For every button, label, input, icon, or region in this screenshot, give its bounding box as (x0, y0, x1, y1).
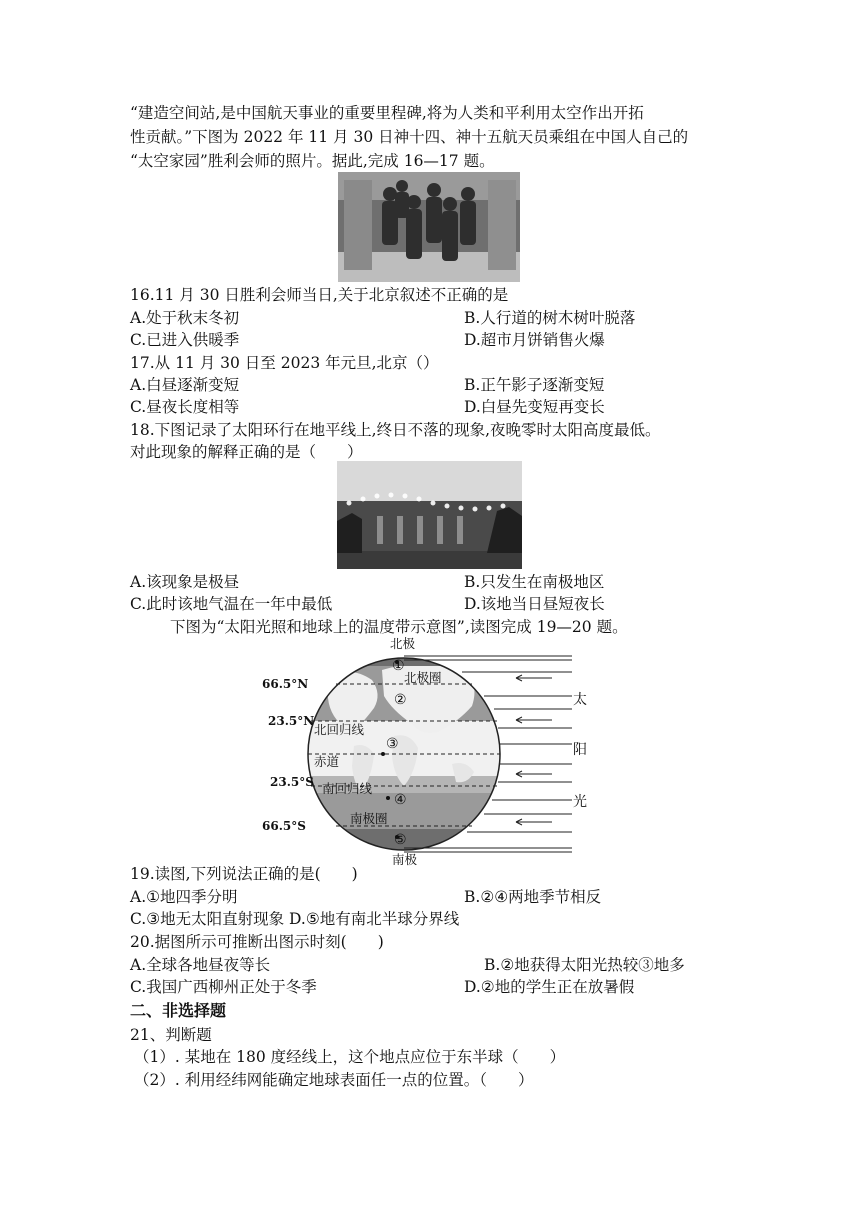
label-south-pole: 南极 (392, 852, 418, 866)
label-tropic-cancer: 北回归线 (314, 722, 365, 737)
q17-option-d: D.白昼先变短再变长 (464, 398, 605, 416)
midnight-sun-photo (337, 461, 522, 569)
label-sun-3: 光 (573, 794, 587, 810)
label-equator: 赤道 (314, 754, 340, 769)
q20-option-c: C.我国广西柳州正处于冬季 (130, 978, 317, 996)
label-sun-2: 阳 (573, 742, 587, 758)
q20-option-a: A.全球各地昼夜等长 (130, 956, 271, 974)
astronauts-photo (338, 172, 520, 282)
intro-line-1: “建造空间站,是中国航天事业的重要里程碑,将为人类和平利用太空作出开拓 (130, 104, 644, 122)
q16-option-a: A.处于秋末冬初 (130, 309, 240, 327)
label-sun-1: 太 (573, 692, 587, 708)
label-tropic-capricorn: 南回归线 (322, 781, 373, 796)
sunlight-temperature-diagram (262, 636, 602, 866)
q18-stem-line-2: 对此现象的解释正确的是（ ） (130, 443, 363, 461)
q19-stem: 19.读图,下列说法正确的是( ) (130, 865, 358, 883)
q16-option-b: B.人行道的树木树叶脱落 (464, 309, 636, 327)
q18-option-a: A.该现象是极昼 (130, 573, 240, 591)
marker-4: ④ (394, 792, 407, 808)
diagram-intro: 下图为“太阳光照和地球上的温度带示意图”,读图完成 19—20 题。 (170, 618, 628, 636)
marker-3: ③ (386, 736, 399, 752)
q21-stem: 21、判断题 (130, 1026, 212, 1044)
q20-stem: 20.据图所示可推断出图示时刻( ) (130, 933, 384, 951)
q17-option-a: A.白昼逐渐变短 (130, 376, 240, 394)
label-235s: 23.5°S (270, 775, 314, 789)
q21-statement-1: （1）. 某地在 180 度经线上，这个地点应位于东半球（ ） (134, 1048, 566, 1066)
label-235n: 23.5°N (268, 714, 315, 728)
q19-option-a: A.①地四季分明 (130, 888, 238, 906)
q18-option-d: D.该地当日昼短夜长 (464, 595, 605, 613)
q19-option-cd: C.③地无太阳直射现象 D.⑤地有南北半球分界线 (130, 910, 460, 928)
intro-line-2: 性贡献。”下图为 2022 年 11 月 30 日神十四、神十五航天员乘组在中国人自己的 (130, 128, 689, 146)
label-665n: 66.5°N (262, 677, 309, 691)
label-arctic-circle: 北极圈 (404, 670, 442, 685)
label-antarctic-circle: 南极圈 (350, 811, 388, 826)
marker-1: ① (392, 658, 405, 674)
q20-option-b: B.②地获得太阳光热较③地多 (484, 956, 685, 974)
q18-option-c: C.此时该地气温在一年中最低 (130, 595, 333, 613)
intro-line-3: “太空家园”胜利会师的照片。据此,完成 16—17 题。 (130, 152, 495, 170)
q18-stem-line-1: 18.下图记录了太阳环行在地平线上,终日不落的现象,夜晚零时太阳高度最低。 (130, 421, 661, 439)
q20-option-d: D.②地的学生正在放暑假 (464, 978, 635, 996)
q18-option-b: B.只发生在南极地区 (464, 573, 605, 591)
q17-option-b: B.正午影子逐渐变短 (464, 376, 605, 394)
q16-stem: 16.11 月 30 日胜利会师当日,关于北京叙述不正确的是 (130, 286, 509, 304)
q19-option-b: B.②④两地季节相反 (464, 888, 602, 906)
q21-statement-2: （2）. 利用经纬网能确定地球表面任一点的位置。（ ） (134, 1071, 534, 1089)
label-665s: 66.5°S (262, 819, 306, 833)
q16-option-d: D.超市月饼销售火爆 (464, 331, 605, 349)
marker-5: ⑤ (394, 832, 407, 848)
q17-option-c: C.昼夜长度相等 (130, 398, 240, 416)
label-north-pole: 北极 (390, 636, 416, 651)
q16-option-c: C.已进入供暖季 (130, 331, 240, 349)
marker-2: ② (394, 692, 407, 708)
section-2-heading: 二、非选择题 (130, 1001, 227, 1020)
q17-stem: 17.从 11 月 30 日至 2023 年元旦,北京（） (130, 354, 439, 372)
